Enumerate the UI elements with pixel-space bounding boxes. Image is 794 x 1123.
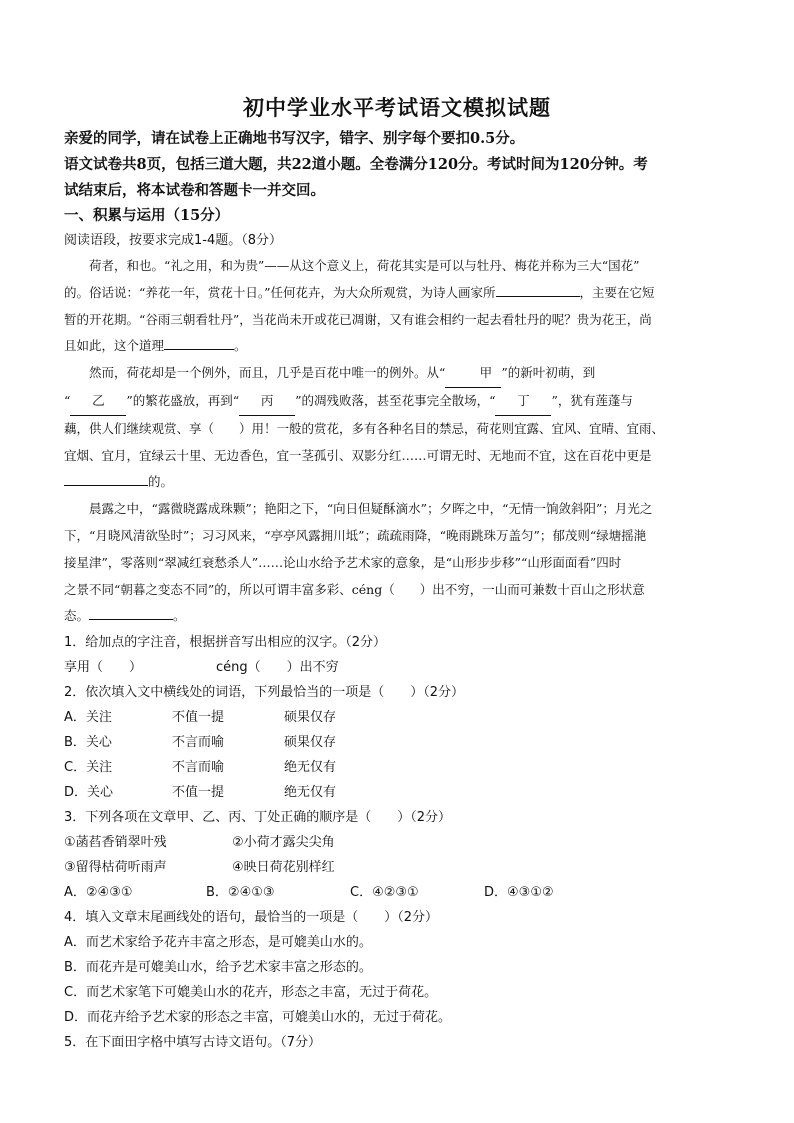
passage-text: 态。 bbox=[64, 608, 90, 624]
blank-bing[interactable]: 丙 bbox=[239, 388, 295, 416]
option-label: B．关心 bbox=[64, 735, 112, 751]
passage-text: ”的凋残败落，甚至花事完全散场，“ bbox=[295, 392, 496, 408]
q2-option-d[interactable] bbox=[64, 780, 730, 805]
question-1-stem: 1．给加点的字注音，根据拼音写出相应的汉字。（2分） bbox=[64, 635, 387, 651]
passage-line bbox=[64, 388, 730, 416]
q2-option-a[interactable] bbox=[64, 705, 730, 730]
fill-blank[interactable] bbox=[89, 605, 173, 620]
fill-blank[interactable] bbox=[496, 282, 580, 297]
passage-line bbox=[64, 360, 730, 388]
exam-title: 初中学业水平考试语文模拟试题 bbox=[243, 95, 551, 120]
question-5-stem: 5．在下面田字格中填写古诗文语句。（7分） bbox=[64, 1035, 322, 1051]
q1-left[interactable]: 享用（ ） bbox=[64, 660, 143, 676]
passage-line bbox=[64, 603, 730, 630]
passage-text: ”的新叶初萌，到 bbox=[501, 365, 596, 381]
question-4-stem: 4．填入文章末尾画线处的语句，最恰当的一项是（ ）（2分） bbox=[64, 910, 439, 926]
passage-line: 下，“月晓风清欲坠时”；习习风来，“亭亭风露拥川坻”；疏疏雨降，“晚雨跳珠万盖匀”；郁茂则“绿塘摇滟 bbox=[64, 527, 647, 543]
option-label: C．关注 bbox=[64, 760, 113, 776]
verse-item: ③留得枯荷听雨声 bbox=[64, 860, 167, 876]
q2-option-b[interactable] bbox=[64, 730, 730, 755]
q3-items-row-1 bbox=[64, 830, 730, 855]
q4-option-c[interactable]: C．而艺术家笔下可媲美山水的花卉，形态之丰富，无过于荷花。 bbox=[64, 985, 438, 1001]
option-word: 硕果仅存 bbox=[284, 710, 337, 726]
passage-line: 之景不同“朝暮之变态不同”的，所以可谓丰富多彩、céng（ ）出不穷，一山而可兼数十百山之形状意 bbox=[64, 581, 645, 597]
q4-option-a[interactable]: A．而艺术家给予花卉丰富之形态，是可媲美山水的。 bbox=[64, 935, 372, 951]
passage-line: 藕，供人们继续观赏、享（ ）用！一般的赏花，多有各种名目的禁忌，荷花则宜露、宜风、宜晴、宜雨、 bbox=[64, 420, 665, 436]
q3-option-b[interactable]: B．②④①③ bbox=[206, 885, 275, 901]
q2-option-c[interactable] bbox=[64, 755, 730, 780]
passage-paragraph-1 bbox=[64, 253, 730, 360]
question-3-stem: 3．下列各项在文章甲、乙、丙、丁处正确的顺序是（ ）（2分） bbox=[64, 810, 452, 826]
passage-line bbox=[64, 280, 730, 307]
option-word: 绝无仅有 bbox=[284, 785, 337, 801]
passage-line bbox=[64, 469, 730, 496]
verse-item: ①菡萏香销翠叶残 bbox=[64, 835, 167, 851]
blank-jia[interactable]: 甲 bbox=[445, 360, 501, 388]
q3-options bbox=[64, 880, 730, 905]
passage-text: 的。俗话说：“养花一年，赏花十日。”任何花卉，为大众所观赏，为诗人画家所 bbox=[64, 284, 496, 300]
question-2-stem: 2．依次填入文中横线处的词语，下列最恰当的一项是（ ）（2分） bbox=[64, 685, 465, 701]
passage-line: 接星津”，零落则“翠减红衰愁杀人”……论山水给予艺术家的意象，是“山形步步移”“山形面面看”四时 bbox=[64, 554, 622, 570]
intro-line-2: 语文试卷共8页，包括三道大题，共22道小题。全卷满分120分。考试时间为120分钟。考 bbox=[64, 156, 648, 173]
passage-text: 的。 bbox=[148, 474, 174, 490]
passage-text: 然而，荷花却是一个例外，而且，几乎是百花中唯一的例外。从“ bbox=[89, 365, 446, 381]
reading-instruction: 阅读语段，按要求完成1-4题。（8分） bbox=[64, 233, 283, 248]
q4-option-b[interactable]: B．而花卉是可媲美山水，给予艺术家丰富之形态的。 bbox=[64, 960, 372, 976]
option-word: 不言而喻 bbox=[172, 735, 225, 751]
passage-paragraph-2 bbox=[64, 360, 730, 496]
q3-option-a[interactable]: A．②④③① bbox=[64, 885, 133, 901]
q1-right[interactable]: céng（ ）出不穷 bbox=[216, 660, 339, 676]
section-heading: 一、积累与运用（15分） bbox=[64, 207, 230, 224]
passage-line bbox=[64, 333, 730, 360]
question-1-answers bbox=[64, 655, 730, 680]
option-word: 绝无仅有 bbox=[284, 760, 337, 776]
passage-paragraph-3 bbox=[64, 496, 730, 630]
passage-text: 。 bbox=[234, 338, 247, 354]
verse-item: ②小荷才露尖尖角 bbox=[232, 835, 335, 851]
passage-text: ”，犹有莲蓬与 bbox=[551, 392, 633, 408]
passage-text: ，主要在它短 bbox=[579, 284, 655, 300]
option-label: A．关注 bbox=[64, 710, 112, 726]
option-word: 不值一提 bbox=[172, 710, 225, 726]
verse-item: ④映日荷花别样红 bbox=[232, 860, 335, 876]
q3-option-c[interactable]: C．④②③① bbox=[350, 885, 419, 901]
option-word: 不言而喻 bbox=[172, 760, 225, 776]
passage-line: 宜烟、宜月，宜绿云十里、无边香色，宜一茎孤引、双影分红……可谓无时、无地而不宜，这在百花中更是 bbox=[64, 447, 652, 463]
passage-line: 晨露之中，“露微晓露成珠颗”；艳阳之下，“向日但疑酥滴水”；夕晖之中，“无情一饷敛斜阳”；月光之 bbox=[89, 501, 653, 517]
blank-yi[interactable]: 乙 bbox=[70, 388, 126, 416]
option-word: 硕果仅存 bbox=[284, 735, 337, 751]
passage-text: ”的繁花盛放，再到“ bbox=[126, 392, 240, 408]
passage-text: 。 bbox=[173, 608, 186, 624]
q3-items-row-2 bbox=[64, 855, 730, 880]
fill-blank[interactable] bbox=[164, 335, 234, 350]
q4-option-d[interactable]: D．而花卉给予艺术家的形态之丰富，可媲美山水的，无过于荷花。 bbox=[64, 1010, 452, 1026]
passage-line: 暂的开花期。“谷雨三朝看牡丹”，当花尚未开或花已凋谢，又有谁会相约一起去看牡丹的呢？贵为花王，尚 bbox=[64, 311, 652, 327]
intro-line-1: 亲爱的同学，请在试卷上正确地书写汉字，错字、别字每个要扣0.5分。 bbox=[64, 130, 525, 147]
intro-line-3: 试结束后，将本试卷和答题卡一并交回。 bbox=[64, 182, 325, 199]
passage-text: “ bbox=[64, 392, 71, 408]
q3-option-d[interactable]: D．④③①② bbox=[484, 885, 554, 901]
passage-text: 且如此，这个道理 bbox=[64, 338, 165, 354]
option-word: 不值一提 bbox=[172, 785, 225, 801]
blank-ding[interactable]: 丁 bbox=[495, 388, 551, 416]
passage-line: 荷者，和也。“礼之用，和为贵”——从这个意义上，荷花其实是可以与牡丹、梅花并称为三大“国花” bbox=[89, 258, 640, 273]
option-label: D．关心 bbox=[64, 785, 114, 801]
fill-blank[interactable] bbox=[64, 471, 148, 486]
